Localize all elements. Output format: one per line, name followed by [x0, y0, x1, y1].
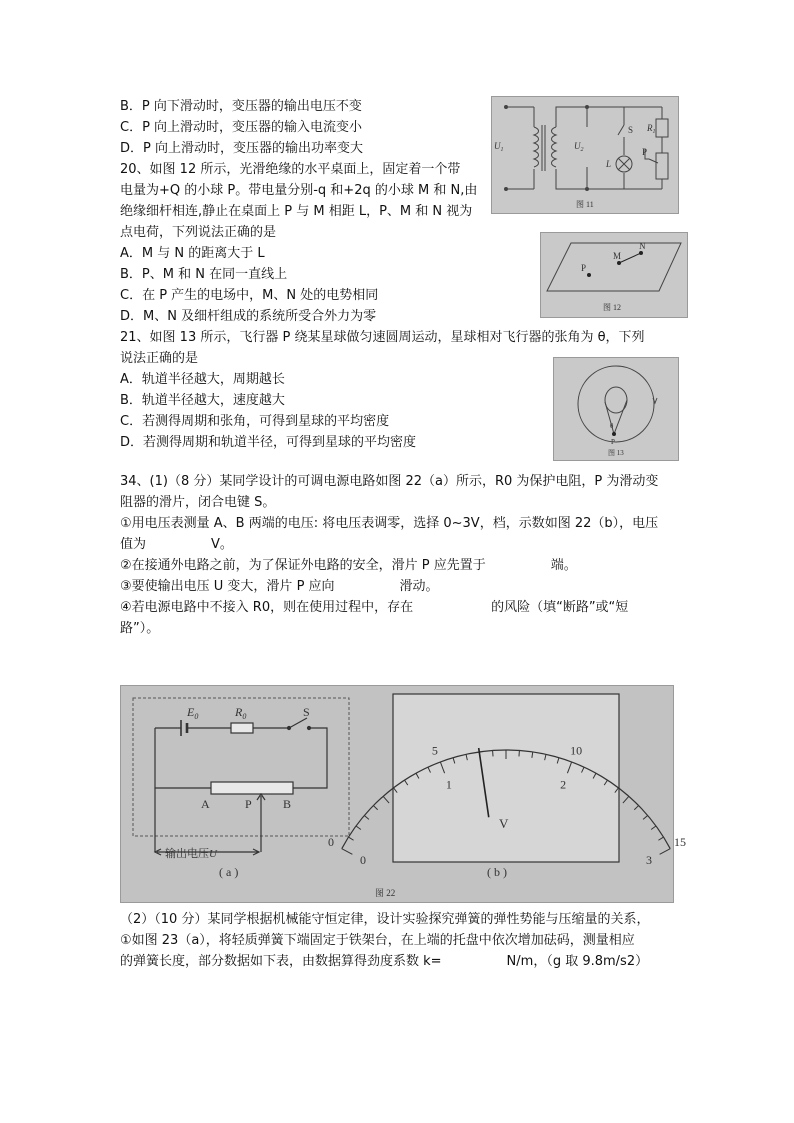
q19-option-d: D．P 向上滑动时，变压器的输出功率变大: [120, 141, 363, 156]
q34-line-7: ④若电源电路中不接入 R0，则在使用过程中，存在 的风险（填“断路”或“短: [120, 600, 629, 615]
fig22-e0-label: $E_0$: [187, 705, 199, 721]
meter-tick: [383, 796, 389, 803]
fig22-r0-label: $R_0$: [235, 705, 247, 721]
fig12-m-label: M: [613, 251, 622, 261]
meter-tick: [651, 826, 656, 830]
fig22-a-label: A: [201, 797, 210, 811]
q20-stem-line-4: 点电荷，下列说法正确的是: [120, 225, 277, 240]
q20-option-c: C．在 P 产生的电场中，M、N 处的电势相同: [120, 288, 379, 303]
fig11-caption: 图 11: [576, 200, 594, 209]
fig22-voltmeter-b: [328, 694, 686, 879]
meter-tick: [364, 815, 369, 819]
meter-tick: [356, 826, 361, 830]
meter-tick: [660, 849, 671, 855]
q20-stem-line-3: 绝缘细杆相连,静止在桌面上 P 与 M 相距 L，P、M 和 N 视为: [120, 204, 473, 219]
figure-11: [491, 96, 679, 214]
q34-line-1: 34、(1)（8 分）某同学设计的可调电源电路如图 22（a）所示，R0 为保护电阻，P 为滑动变: [120, 474, 659, 489]
meter-tick: [634, 806, 638, 810]
fig22-label-a: ( a ): [219, 865, 239, 879]
fig22-circuit-a: [133, 698, 349, 879]
q21-option-a: A．轨道半径越大，周期越长: [120, 372, 285, 387]
q21-stem-line-2: 说法正确的是: [120, 351, 199, 366]
fig11-l-label: L: [606, 159, 612, 169]
meter-tick: [643, 815, 648, 819]
q34-line-8: 路”）。: [120, 621, 160, 636]
meter-scale-3-label: 1: [445, 777, 452, 792]
fig11-p-label: P: [642, 147, 648, 157]
fig22-b-label: B: [283, 797, 292, 811]
meter-scale-15-label: 10: [570, 743, 583, 758]
fig12-n-label: N: [639, 241, 646, 251]
fig22-s-label: S: [303, 705, 310, 719]
fig11-u1-label: $U_1$: [494, 141, 504, 153]
q21-option-c: C．若测得周期和张角，可得到星球的平均密度: [120, 414, 390, 429]
q20-stem-line-2: 电量为+Q 的小球 P。带电量分别-q 和+2q 的小球 M 和 N,由: [120, 183, 478, 198]
fig12-caption: 图 12: [603, 303, 621, 312]
q34-line-4: 值为 V。: [120, 537, 233, 552]
q19-option-b: B．P 向下滑动时，变压器的输出电压不变: [120, 99, 362, 114]
fig11-r-label: $R_1$: [647, 123, 656, 135]
meter-tick: [348, 837, 353, 840]
q21-option-b: B．轨道半径越大，速度越大: [120, 393, 285, 408]
meter-scale-15-label: 15: [674, 834, 687, 849]
q34-line-5: ②在接通外电路之前，为了保证外电路的安全，滑片 P 应先置于 端。: [120, 558, 577, 573]
q20-option-a: A．M 与 N 的距离大于 L: [120, 246, 265, 261]
figure-12: [540, 232, 688, 318]
q21-stem-line-1: 21、如图 13 所示，飞行器 P 绕某星球做匀速圆周运动，星球相对飞行器的张角为 θ，下列: [120, 330, 645, 345]
fig13-p-label: P: [611, 438, 615, 446]
meter-tick: [658, 837, 663, 840]
fig11-s-label: S: [628, 125, 634, 135]
fig22-meter-v-label: V: [499, 816, 509, 831]
q34-line-3: ①用电压表测量 A、B 两端的电压: 将电压表调零，选择 0~3V，档，示数如图 22（b），电压: [120, 516, 659, 531]
fig13-theta-label: θ: [610, 422, 614, 430]
meter-scale-3-label: 0: [359, 852, 366, 867]
q34b-line-2: ①如图 23（a），将轻质弹簧下端固定于铁架台，在上端的托盘中依次增加砝码，测量相应: [120, 933, 635, 948]
meter-scale-15-label: 0: [327, 834, 334, 849]
fig22-output-label: 输出电压U: [165, 848, 217, 860]
figure-13: [553, 357, 679, 461]
meter-tick: [623, 796, 629, 803]
fig22-label-b: ( b ): [487, 865, 507, 879]
meter-scale-3-label: 2: [560, 777, 567, 792]
fig22-caption: 图 22: [375, 888, 396, 898]
fig13-caption: 图 13: [608, 449, 624, 457]
q20-stem-line-1: 20、如图 12 所示，光滑绝缘的水平桌面上，固定着一个带: [120, 162, 461, 177]
meter-tick: [342, 849, 353, 855]
q20-option-b: B．P、M 和 N 在同一直线上: [120, 267, 288, 282]
q19-option-c: C．P 向上滑动时，变压器的输入电流变小: [120, 120, 363, 135]
fig22-p-label: P: [245, 797, 252, 811]
fig12-p-label: P: [581, 263, 587, 273]
q34-line-2: 阻器的滑片，闭合电键 S。: [120, 495, 276, 510]
q21-option-d: D．若测得周期和轨道半径，可得到星球的平均密度: [120, 435, 417, 450]
meter-tick: [373, 806, 377, 810]
q34-line-6: ③要使输出电压 U 变大，滑片 P 应向 滑动。: [120, 579, 439, 594]
meter-scale-3-label: 3: [646, 852, 653, 867]
meter-scale-15-label: 5: [431, 743, 438, 758]
q34b-line-3: 的弹簧长度，部分数据如下表，由数据算得劲度系数 k= N/m，（g 取 9.8m/s2）: [120, 954, 649, 969]
q34b-line-1: （2）（10 分）某同学根据机械能守恒定律，设计实验探究弹簧的弹性势能与压缩量的关系，: [120, 912, 650, 927]
fig12-charge-p: [587, 273, 591, 277]
fig11-u2-label: $U_2$: [574, 141, 584, 153]
figure-22: [120, 685, 687, 903]
q20-option-d: D．M、N 及细杆组成的系统所受合外力为零: [120, 309, 377, 324]
